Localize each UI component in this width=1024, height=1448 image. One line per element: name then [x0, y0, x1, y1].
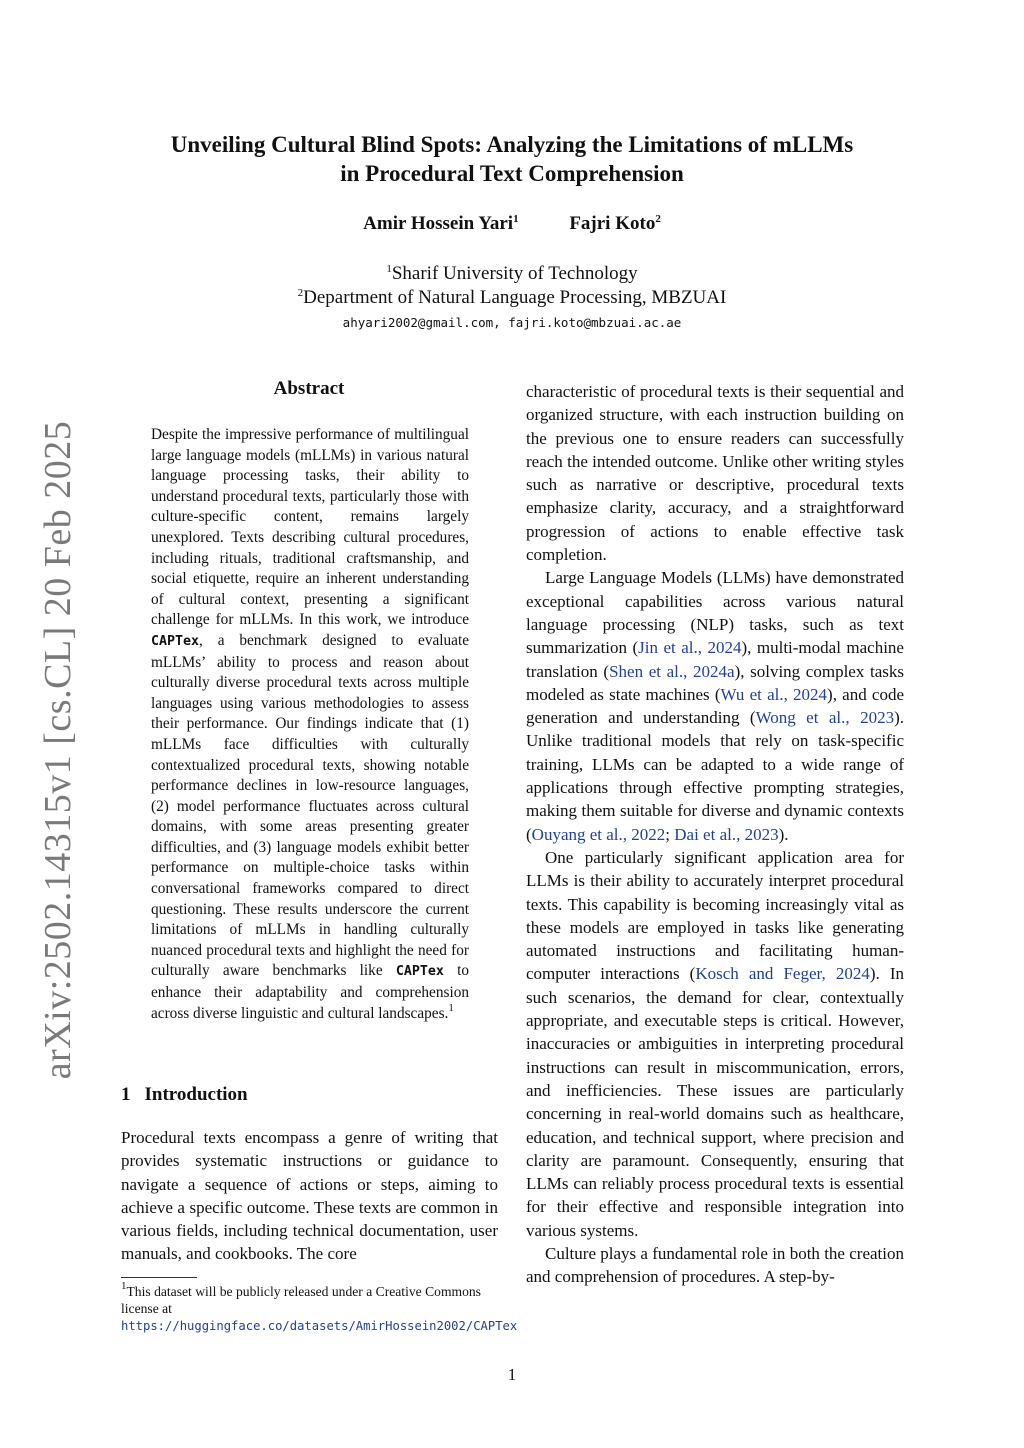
author-name: Fajri Koto: [569, 213, 656, 234]
affiliation-1: [110, 262, 914, 286]
dataset-link[interactable]: https://huggingface.co/datasets/AmirHossein2002/CAPTex: [121, 1319, 518, 1333]
text-run: ). In such scenarios, the demand for clear, contextually appropriate, and executable steps is critical. However, inaccuracies or ambiguities in interpreting procedural instructions can result in miscommunication, errors, and inefficiencies. These issues are particularly concerning in real-world domains such as healthcare, education, and technical support, where precision and clarity are paramount. Consequently, ensuring that LLMs can reliably process procedural texts is essential for their effective and responsible integration into various systems.: [526, 964, 904, 1240]
paper-title: [110, 130, 914, 188]
affiliation-text: Sharif University of Technology: [391, 263, 638, 284]
introduction-paragraph-continued: characteristic of procedural texts is their sequential and organized structure, with each instruction building on the previous one to ensure readers can successfully reach the intended outcome. Unlike other writing styles such as narrative or descriptive, procedural texts emphasize clarity, accuracy, and a straightforward progression of actions to enable effective task completion.: [526, 382, 904, 565]
citation-link[interactable]: Wong et al., 2023: [755, 708, 895, 728]
title-line-2: in Procedural Text Comprehension: [340, 161, 684, 186]
affiliation-mark: 2: [297, 287, 304, 299]
citation-link[interactable]: Dai et al., 2023: [674, 824, 779, 844]
section-number: 1: [121, 1084, 131, 1105]
right-column: [526, 380, 904, 1289]
text-run: ;: [665, 824, 675, 844]
introduction-paragraph-llms: [526, 566, 904, 846]
text-run: ).: [778, 824, 789, 844]
abstract-part-1: Despite the impressive performance of multilingual large language models (mLLMs) in various natural language processing tasks, their ability to understand procedural texts, particularly those with culture-specific content, remains largely unexplored. Texts describing cultural procedures, including rituals, traditional craftsmanship, and social etiquette, require an inherent understanding of cultural context, presenting a significant challenge for mLLMs. In this work, we introduce: [151, 426, 469, 629]
text-run: ), and code generation and understanding (: [526, 684, 904, 728]
abstract-part-3: to enhance their adaptability and comprehension across diverse linguistic and cultural landscapes.: [151, 962, 469, 1022]
footnote-mark: 1: [121, 1280, 127, 1292]
title-line-1: Unveiling Cultural Blind Spots: Analyzing the Limitations of mLLMs: [170, 132, 854, 157]
benchmark-name: CAPTex: [395, 964, 444, 980]
text-run: Large Language Models (LLMs) have demonstrated exceptional capabilities across various natural language processing (NLP) tasks, such as text summarization (: [526, 568, 904, 658]
affiliation-text: Department of Natural Language Processing, MBZUAI: [303, 287, 727, 308]
abstract-heading: Abstract: [273, 378, 345, 399]
text-run: ), solving complex tasks modeled as state machines (: [526, 661, 904, 704]
affiliation-mark: 1: [513, 213, 519, 225]
introduction-paragraph-procedural: [526, 846, 904, 1242]
author-name: Amir Hossein Yari: [363, 213, 514, 234]
citation-link[interactable]: Shen et al., 2024a: [609, 661, 735, 681]
author-emails: ahyari2002@gmail.com, fajri.koto@mbzuai.ac.ae: [342, 315, 682, 330]
footnote-marker[interactable]: 1: [448, 1001, 454, 1014]
affiliation-mark: 2: [655, 213, 661, 225]
affiliations: [110, 262, 914, 310]
abstract-text: [151, 425, 469, 1024]
citation-link[interactable]: Jin et al., 2024: [638, 638, 742, 658]
section-heading-introduction: [121, 1084, 248, 1106]
introduction-paragraph-culture: Culture plays a fundamental role in both the creation and comprehension of procedures. A step-by-: [526, 1243, 904, 1287]
introduction-paragraph-1: Procedural texts encompass a genre of writing that provides systematic instructions or guidance to navigate a sequence of actions or steps, aiming to achieve a specific outcome. These texts are common in various fields, including technical documentation, user manuals, and cookbooks. The core: [121, 1128, 498, 1264]
abstract-part-2: , a benchmark designed to evaluate mLLMs’ ability to process and reason about culturally diverse procedural texts across multiple languages using various methodologies to assess their performance. Our findings indicate that (1) mLLMs face difficulties with culturally contextualized procedural texts, showing notable performance declines in low-resource languages, (2) model performance fluctuates across cultural domains, with some areas presenting greater difficulties, and (3) language models exhibit better performance on multiple-choice tasks within conversational frameworks compared to direct questioning. These results underscore the current limitations of mLLMs in handling culturally nuanced procedural texts and highlight the need for culturally aware benchmarks like: [151, 631, 469, 980]
benchmark-name: CAPTex: [151, 633, 200, 649]
footnote: [121, 1280, 518, 1335]
footnote-text: This dataset will be publicly released under a Creative Commons license at: [121, 1284, 481, 1316]
arxiv-identifier: arXiv:2502.14315v1 [cs.CL] 20 Feb 2025: [37, 420, 79, 1080]
text-run: ). Unlike traditional models that rely on task-specific training, LLMs can be adapted to a wide range of applications through effective prompting strategies, making them suitable for diverse and dynamic contexts (: [526, 708, 904, 844]
section-title: Introduction: [144, 1084, 248, 1105]
author-list: [110, 213, 914, 235]
affiliation-2: [110, 286, 914, 310]
text-run: ), multi-modal machine translation (: [526, 638, 904, 681]
author-2: [569, 213, 661, 235]
affiliation-mark: 1: [386, 263, 392, 275]
text-run: One particularly significant application area for LLMs is their ability to accurately interpret procedural texts. This capability is becoming increasingly vital as these models are employed in tasks like generating automated instructions and facilitating human-computer interactions (: [526, 847, 904, 984]
footnote-divider: [121, 1277, 197, 1278]
citation-link[interactable]: Ouyang et al., 2022: [531, 824, 666, 844]
citation-link[interactable]: Kosch and Feger, 2024: [695, 964, 870, 984]
citation-link[interactable]: Wu et al., 2024: [720, 684, 828, 704]
author-1: [363, 213, 518, 235]
page-number: 1: [507, 1365, 517, 1384]
